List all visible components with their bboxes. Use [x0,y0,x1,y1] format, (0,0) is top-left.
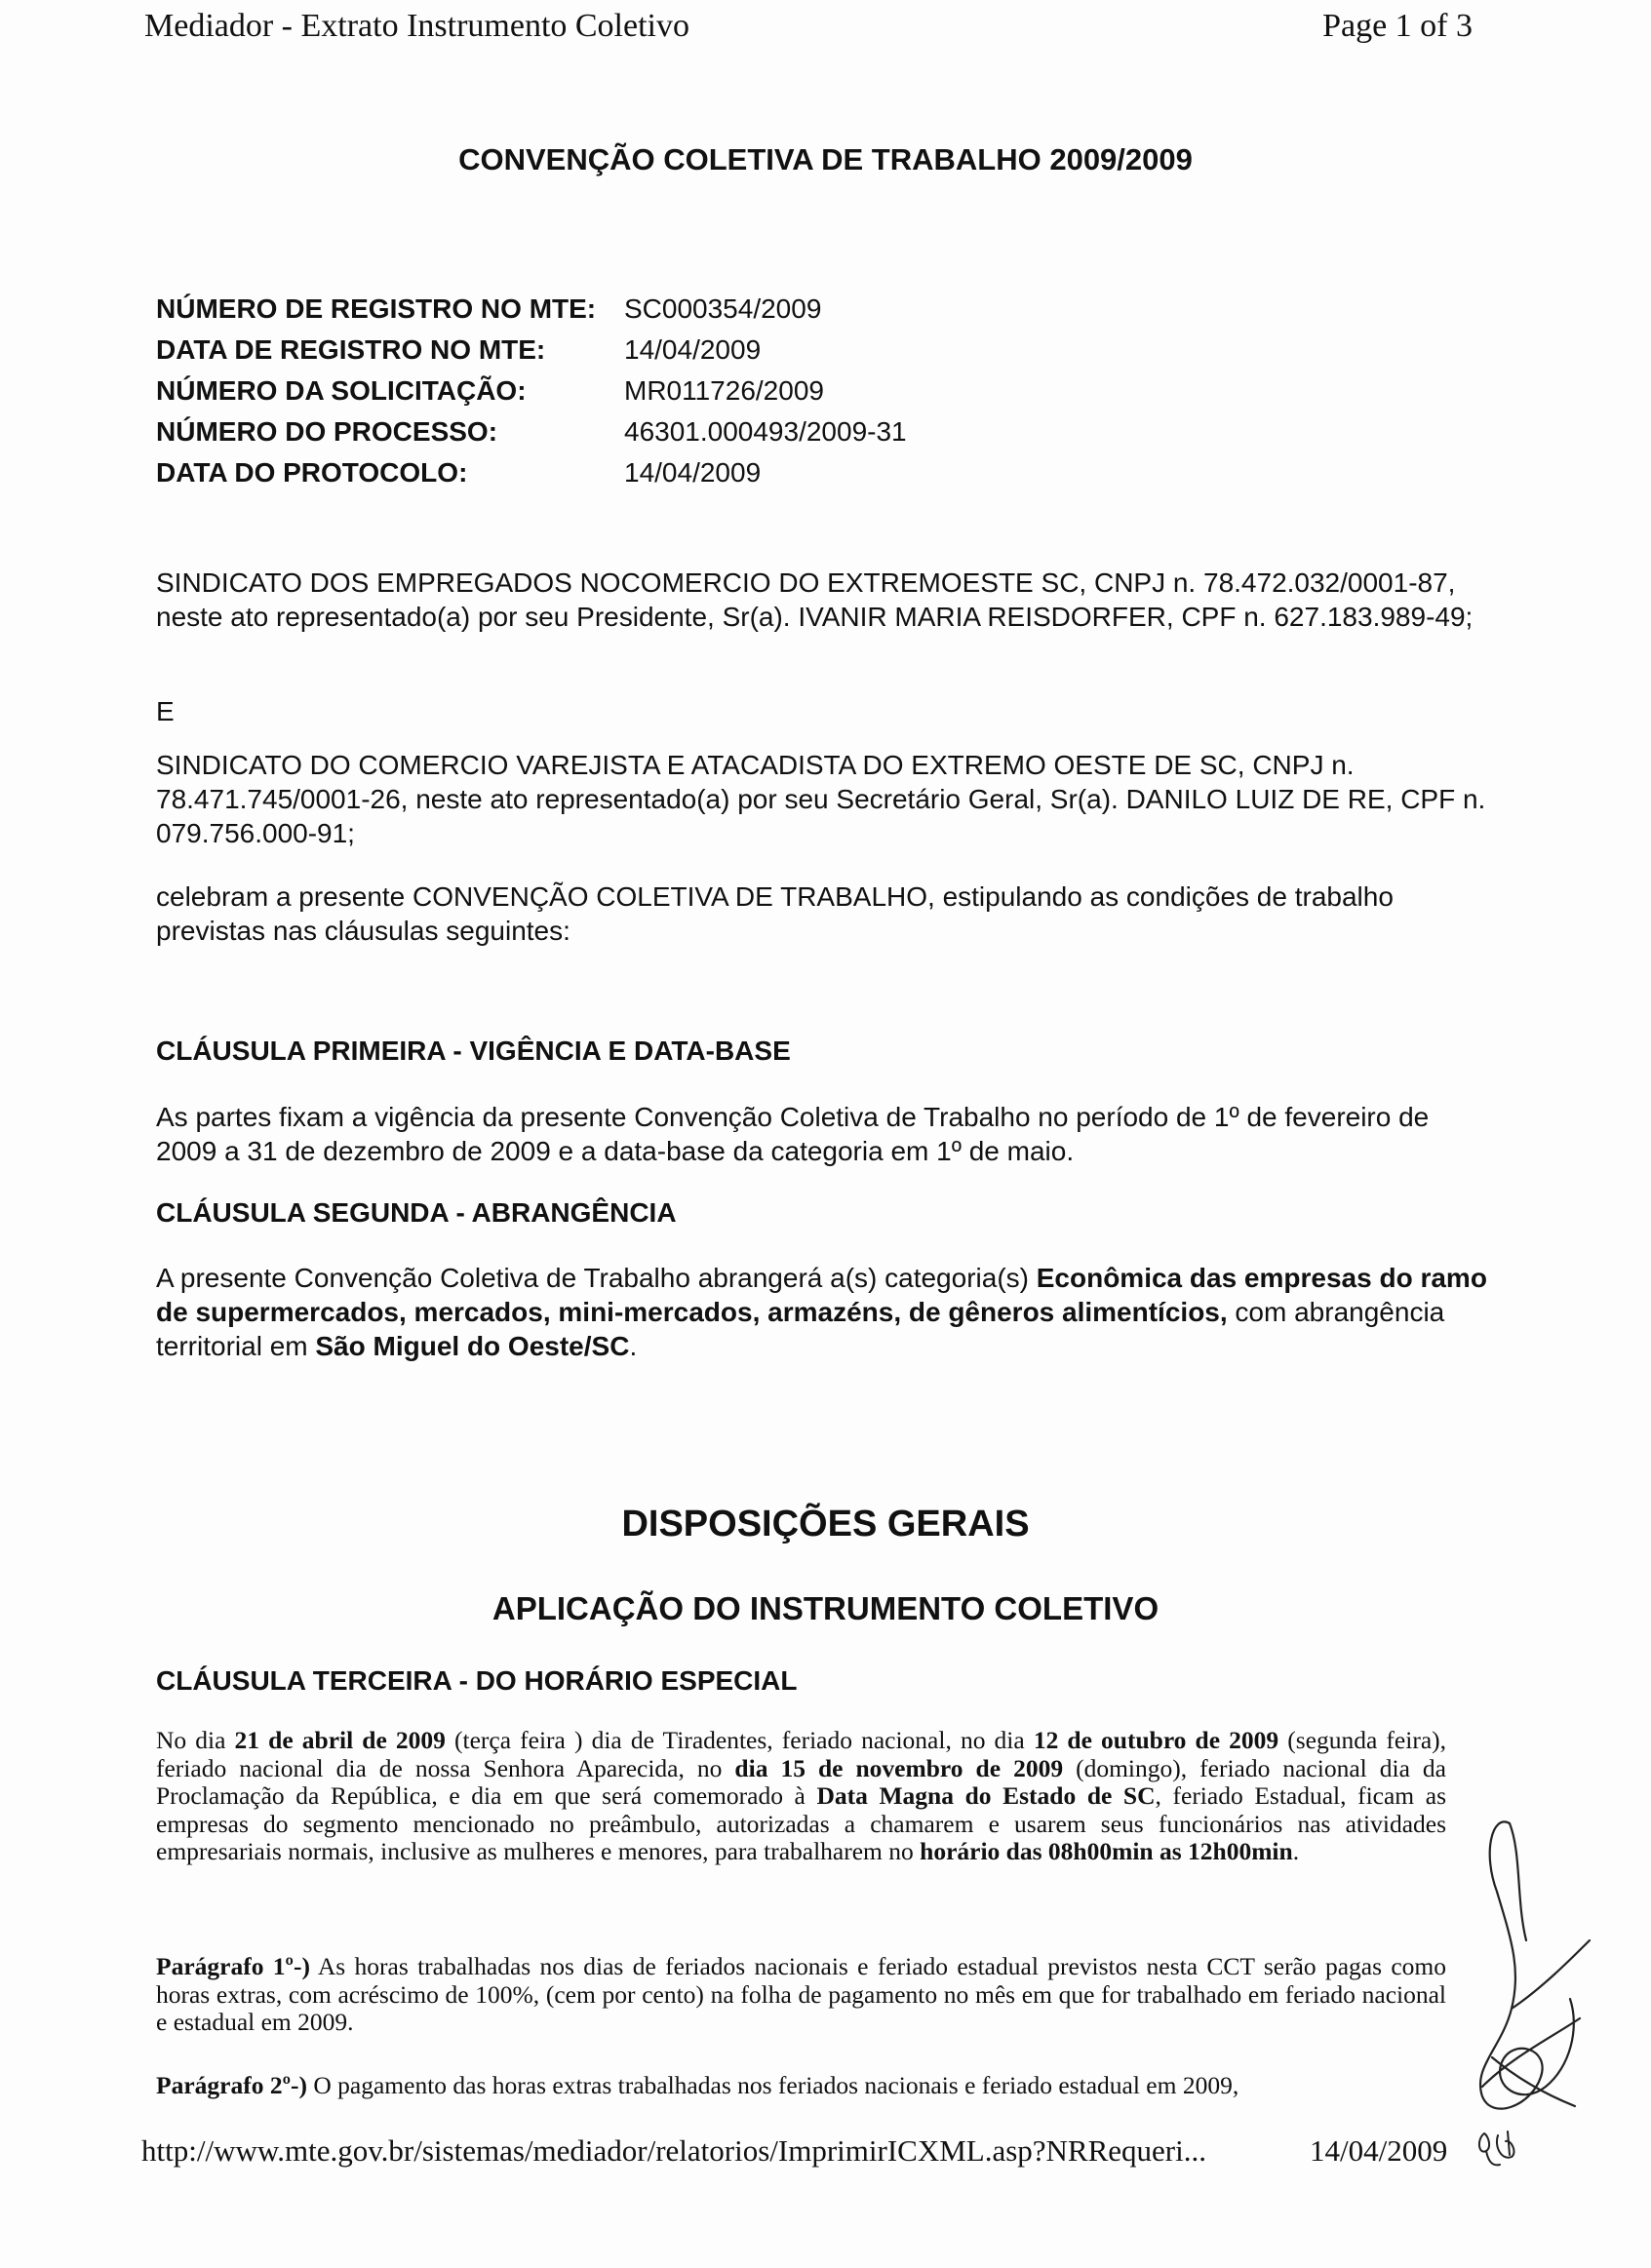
clause-2-text [156,1261,1492,1363]
clause-1-text: As partes fixam a vigência da presente Convenção Coletiva de Trabalho no período de 1º de fevereiro de 2009 a 31 de dezembro de 2009 e a data-base da categoria em 1º de maio. [156,1102,1430,1166]
clause-3-text-part: , feriado Estadual, ficam as empresas do segmento mencionado no preâmbulo, autorizadas a chamarem e usarem seus funcionários nas atividades empresariais normais, inclusive as mulheres e menores, para trabalharem no [156,1781,1446,1865]
clause-3-text-part: (domingo), feriado nacional dia da Proclamação da República, e dia em que será comemorado à [156,1753,1447,1810]
registration-block [156,289,907,493]
registration-row [156,330,907,371]
handwritten-initials [1473,2126,1521,2174]
registration-label: DATA DO PROTOCOLO: [156,457,468,488]
clause-3-text-part: . [1292,1837,1300,1865]
registration-row [156,289,907,330]
registration-value: 14/04/2009 [624,457,762,488]
clause-2-text-start: A presente Convenção Coletiva de Trabalho abrangerá a(s) categoria(s) [156,1263,1037,1293]
paragraph-1 [156,1953,1446,2037]
clause-3-text-part: (terça feira ) dia de Tiradentes, feriado nacional, no dia [445,1726,1034,1754]
registration-row [156,411,907,452]
conjunction: E [156,696,175,726]
clause-2-bold-territory: São Miguel do Oeste/SC [315,1331,630,1361]
registration-label: NÚMERO DO PROCESSO: [156,416,498,447]
registration-label: NÚMERO DE REGISTRO NO MTE: [156,293,597,324]
clause-2-text-end: . [629,1331,638,1361]
page-number: Page 1 of 3 [1322,8,1473,44]
page-header-title: Mediador - Extrato Instrumento Coletivo [144,8,689,44]
clause-3-text-part: (segunda feira), feriado nacional dia de nossa Senhora Aparecida, no [156,1726,1446,1782]
clause-2-bold-category: Econômica das empresas do ramo de supermercados, mercados, mini-mercados, armazéns, de gêneros alimentícios, [156,1263,1487,1327]
clause-3-bold-hours: horário das 08h00min as 12h00min [920,1837,1293,1865]
clause-2-text-mid: com abrangência territorial em [156,1297,1445,1361]
clause-3-text-part: No dia [156,1726,235,1754]
paragraph-1-text: As horas trabalhadas nos dias de feriados nacionais e feriado estadual previstos nesta CCT serão pagas como horas extras, com acréscimo de 100%, (cem por cento) na folha de pagamento no mês em que for trabalhado em feriado nacional e estadual em 2009. [156,1952,1446,2036]
clause-1-title: CLÁUSULA PRIMEIRA - VIGÊNCIA E DATA-BASE [156,1036,791,1066]
footer-date: 14/04/2009 [1310,2133,1448,2168]
paragraph-2-text: O pagamento das horas extras trabalhadas nos feriados nacionais e feriado estadual em 2009, [306,2071,1239,2099]
party-2-paragraph: SINDICATO DO COMERCIO VAREJISTA E ATACADISTA DO EXTREMO OESTE DE SC, CNPJ n. 78.471.745/0001-26, neste ato representado(a) por seu Secretário Geral, Sr(a). DANILO LUIZ DE RE, CPF n. 079.756.000-91; [156,750,1486,848]
registration-value: MR011726/2009 [624,375,824,406]
clause-3-bold-date: 12 de outubro de 2009 [1033,1726,1279,1754]
registration-label: DATA DE REGISTRO NO MTE: [156,334,546,365]
section-heading-application: APLICAÇÃO DO INSTRUMENTO COLETIVO [491,1590,1160,1626]
clause-3-bold-date: 21 de abril de 2009 [234,1726,446,1754]
party-1-paragraph: SINDICATO DOS EMPREGADOS NOCOMERCIO DO EXTREMOESTE SC, CNPJ n. 78.472.032/0001-87, neste ato representado(a) por seu Presidente, Sr(a). IVANIR MARIA REISDORFER, CPF n. 627.183.989-49; [156,567,1474,632]
paragraph-2 [156,2072,1446,2100]
registration-value: 46301.000493/2009-31 [624,416,907,447]
registration-value: 14/04/2009 [624,334,762,365]
document-title: CONVENÇÃO COLETIVA DE TRABALHO 2009/2009 [458,142,1193,176]
clause-3-title: CLÁUSULA TERCEIRA - DO HORÁRIO ESPECIAL [156,1665,798,1696]
clause-2-title: CLÁUSULA SEGUNDA - ABRANGÊNCIA [156,1197,677,1228]
clause-3-bold-event: Data Magna do Estado de SC [816,1781,1156,1810]
clause-3-bold-date: dia 15 de novembro de 2009 [734,1753,1064,1782]
preamble-paragraph: celebram a presente CONVENÇÃO COLETIVA DE TRABALHO, estipulando as condições de trabalho previstas nas cláusulas seguintes: [156,881,1394,946]
clause-3-text [156,1727,1446,1866]
registration-row [156,452,907,493]
section-heading-general: DISPOSIÇÕES GERAIS [621,1504,1030,1545]
paragraph-1-label: Parágrafo 1º-) [156,1952,310,1980]
registration-value: SC000354/2009 [624,293,822,324]
paragraph-2-label: Parágrafo 2º-) [156,2071,307,2099]
footer-url: http://www.mte.gov.br/sistemas/mediador/relatorios/ImprimirICXML.asp?NRRequeri... [141,2133,1206,2168]
registration-row [156,371,907,411]
handwritten-signature [1453,1814,1599,2135]
registration-label: NÚMERO DA SOLICITAÇÃO: [156,375,527,406]
